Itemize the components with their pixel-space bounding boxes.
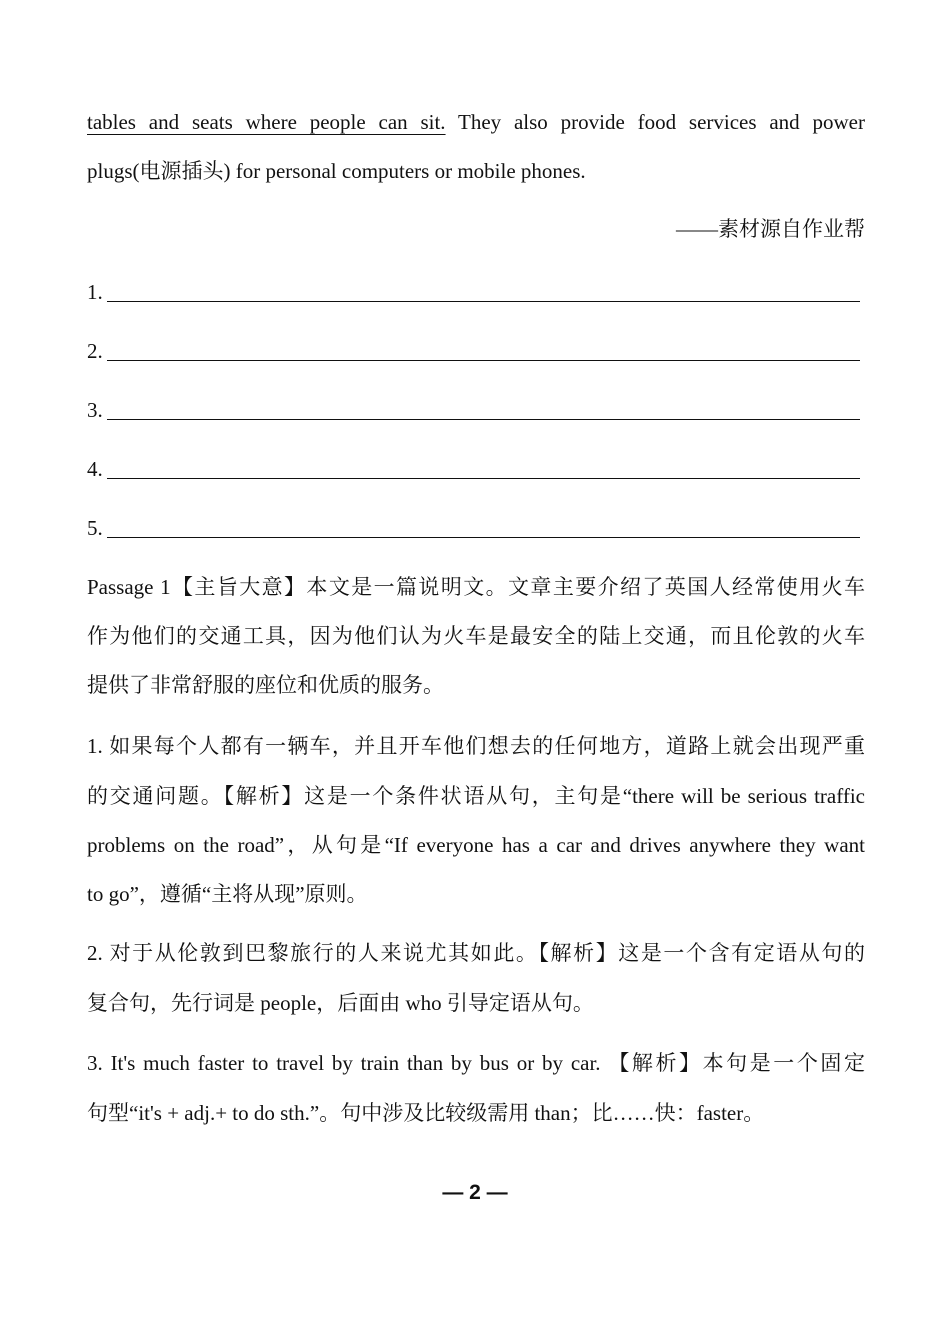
blank-rule xyxy=(107,301,860,302)
passage-line-1 xyxy=(87,107,865,137)
answer-blank-2[interactable] xyxy=(87,336,860,366)
blank-rule xyxy=(107,478,860,479)
blank-label: 4. xyxy=(87,457,103,481)
blank-rule xyxy=(107,360,860,361)
passage-line-2: plugs(电源插头) for personal computers or mobile phones. xyxy=(87,159,586,183)
answer-2-line-2: 复合句，先行词是 people，后面由 who 引导定语从句。 xyxy=(87,991,594,1015)
blank-label: 2. xyxy=(87,339,103,363)
source-attribution: ——素材源自作业帮 xyxy=(676,217,865,241)
answer-1-line-3: problems on the road”，从句是“If everyone has a car and drives anywhere they want xyxy=(87,833,865,857)
answer-2-line-1: 2. 对于从伦敦到巴黎旅行的人来说尤其如此。【解析】这是一个含有定语从句的 xyxy=(87,941,865,965)
answer-1-line-2: 的交通问题。【解析】这是一个条件状语从句，主句是“there will be serious traffic xyxy=(87,784,865,808)
answer-3-line-1: 3. It's much faster to travel by train than by bus or by car. 【解析】本句是一个固定 xyxy=(87,1051,865,1075)
blank-rule xyxy=(107,537,860,538)
answer-3-line-2: 句型“it's + adj.+ to do sth.”。句中涉及比较级需用 than；比……快：faster。 xyxy=(87,1101,765,1125)
blank-label: 5. xyxy=(87,516,103,540)
summary-line-2: 作为他们的交通工具，因为他们认为火车是最安全的陆上交通，而且伦敦的火车 xyxy=(87,624,865,648)
blank-label: 3. xyxy=(87,398,103,422)
answer-blank-5[interactable] xyxy=(87,513,860,543)
blank-label: 1. xyxy=(87,280,103,304)
answer-1-line-4: to go”，遵循“主将从现”原则。 xyxy=(87,882,368,906)
answer-1-line-1: 1. 如果每个人都有一辆车，并且开车他们想去的任何地方，道路上就会出现严重 xyxy=(87,734,865,758)
answer-blank-1[interactable] xyxy=(87,277,860,307)
blank-rule xyxy=(107,419,860,420)
underlined-sentence: tables and seats where people can sit. xyxy=(87,110,446,134)
summary-line-1: Passage 1【主旨大意】本文是一篇说明文。文章主要介绍了英国人经常使用火车 xyxy=(87,575,865,599)
summary-line-3: 提供了非常舒服的座位和优质的服务。 xyxy=(87,673,444,697)
page-number: — 2 — xyxy=(442,1181,508,1204)
passage-line-1-rest: They also provide food services and power xyxy=(445,110,865,134)
answer-blank-3[interactable] xyxy=(87,395,860,425)
answer-blank-4[interactable] xyxy=(87,454,860,484)
